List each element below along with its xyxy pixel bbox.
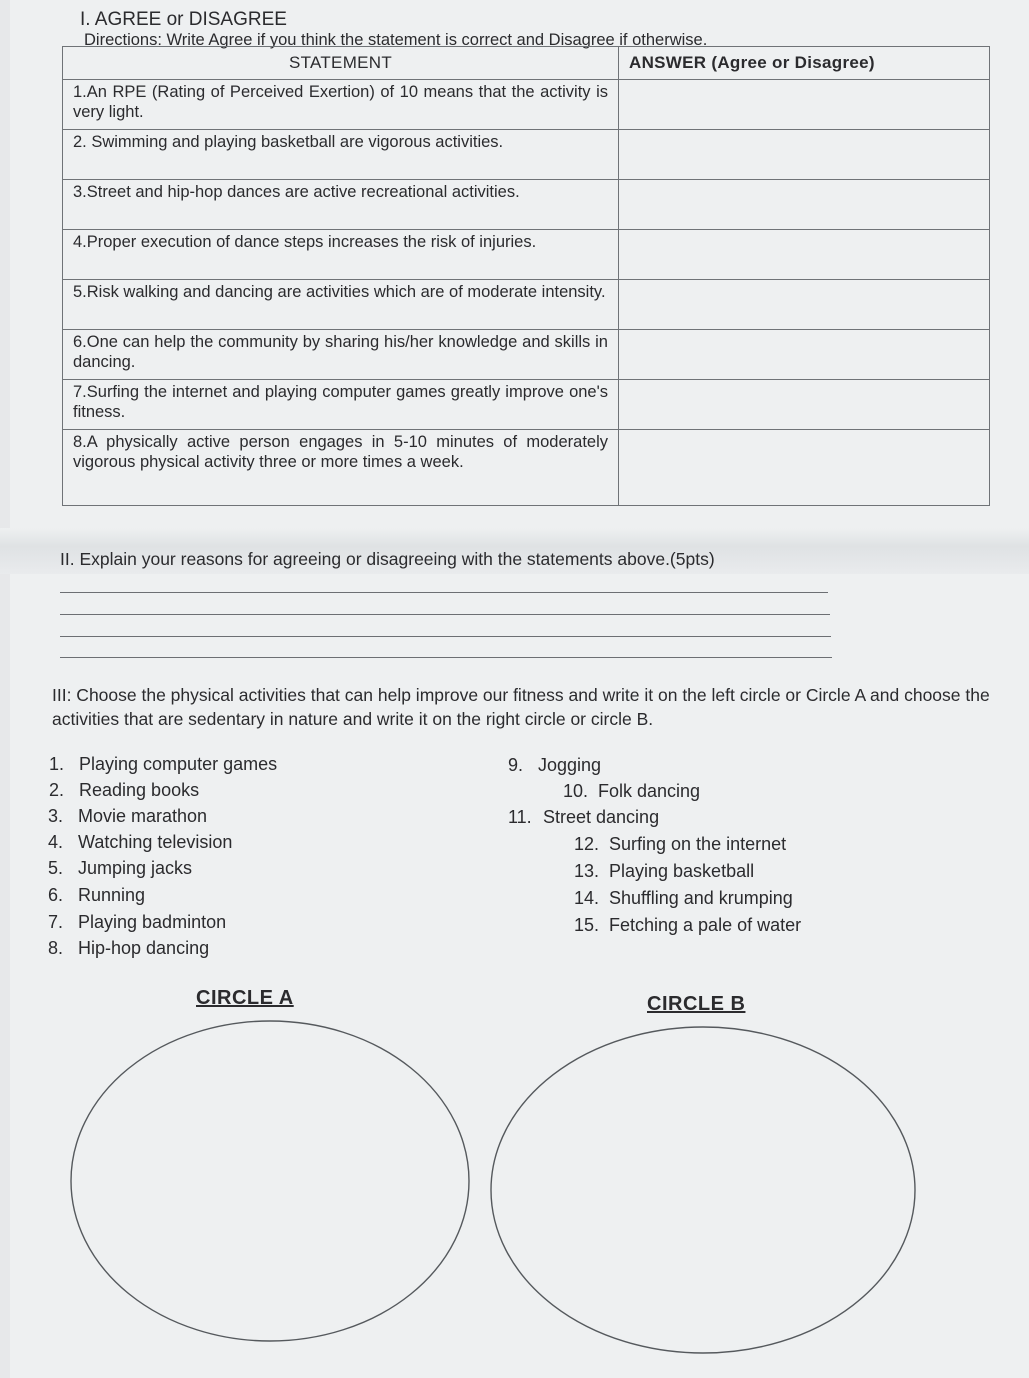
statement-cell: 5.Risk walking and dancing are activities which are of moderate intensity. [63, 280, 619, 330]
list-item: 4. Watching television [48, 832, 233, 852]
part1-directions: Directions: Write Agree if you think the statement is correct and Disagree if otherwise. [84, 31, 708, 49]
list-item: 3. Movie marathon [48, 806, 208, 826]
statement-cell: 4.Proper execution of dance steps increases the risk of injuries. [63, 230, 619, 280]
list-item: 11. Street dancing [508, 807, 660, 827]
list-item: 12. Surfing on the internet [574, 834, 787, 854]
list-item: 6. Running [48, 885, 146, 905]
circle-a-label: CIRCLE A [196, 987, 294, 1009]
statement-cell: 2. Swimming and playing basketball are vigorous activities. [63, 130, 619, 180]
list-item: 8. Hip-hop dancing [48, 938, 210, 958]
list-item: 13. Playing basketball [574, 861, 755, 881]
list-item: 14. Shuffling and krumping [574, 888, 793, 908]
statement-cell: 1.An RPE (Rating of Perceived Exertion) of 10 means that the activity is very light. [63, 80, 619, 130]
part3-instructions: III: Choose the physical activities that can help improve our fitness and write it on the left circle or Circle A and choose the activities that are sedentary in nature and write it on the right circle or circle B. [52, 685, 990, 729]
list-item: 15. Fetching a pale of water [574, 915, 802, 935]
list-item: 7. Playing badminton [48, 912, 227, 932]
list-item: 2. Reading books [49, 780, 200, 800]
statement-cell: 3.Street and hip-hop dances are active recreational activities. [63, 180, 619, 230]
statement-cell: 6.One can help the community by sharing his/her knowledge and skills in dancing. [63, 330, 619, 380]
list-item: 9. Jogging [508, 755, 602, 775]
answer-header: ANSWER (Agree or Disagree) [619, 47, 990, 80]
list-item: 5. Jumping jacks [48, 858, 193, 878]
statement-cell: 8.A physically active person engages in 5-10 minutes of moderately vigorous physical activity three or more times a week. [63, 430, 619, 506]
statement-cell: 7.Surfing the internet and playing computer games greatly improve one's fitness. [63, 380, 619, 430]
part1-title: I. AGREE or DISAGREE [80, 9, 287, 30]
circle-a[interactable] [71, 1021, 469, 1341]
statement-header: STATEMENT [63, 47, 619, 80]
part2-prompt: II. Explain your reasons for agreeing or disagreeing with the statements above.(5pts) [60, 549, 715, 569]
circle-b-label: CIRCLE B [647, 993, 746, 1015]
circle-b[interactable] [491, 1027, 915, 1353]
list-item: 10. Folk dancing [563, 781, 701, 801]
list-item: 1. Playing computer games [49, 754, 278, 774]
